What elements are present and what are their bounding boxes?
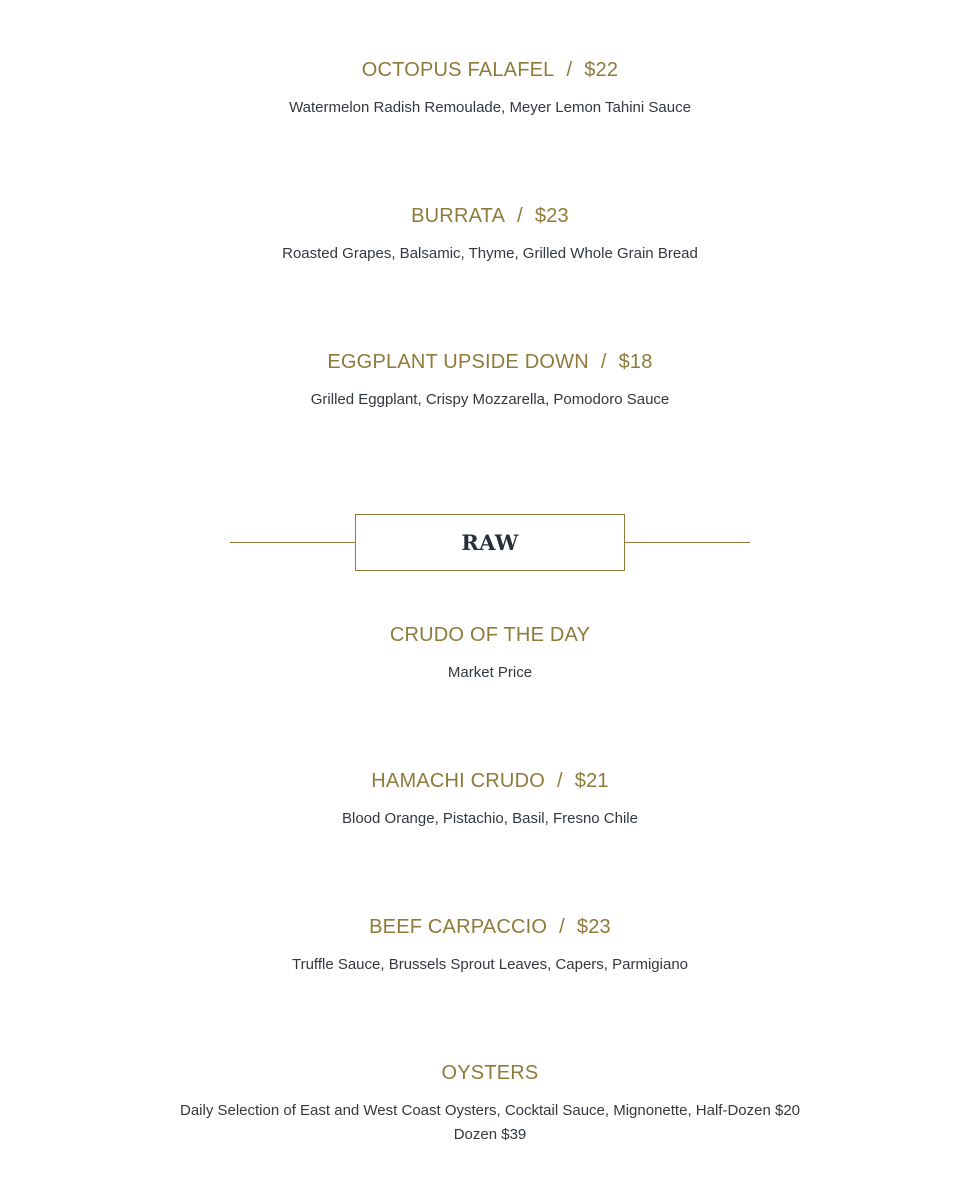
item-title xyxy=(0,915,965,939)
item-description: Roasted Grapes, Balsamic, Thyme, Grilled Whole Grain Bread xyxy=(282,245,698,262)
menu-item-beef-carpaccio xyxy=(0,915,965,977)
item-price: $23 xyxy=(576,916,611,938)
item-title xyxy=(0,350,965,374)
menu-item-eggplant-upside-down xyxy=(0,350,965,412)
item-title xyxy=(0,769,965,793)
menu-item-octopus-falafel xyxy=(0,58,965,120)
item-title xyxy=(0,623,965,647)
price-separator: / xyxy=(600,351,607,373)
item-title xyxy=(0,1061,965,1085)
item-description: Grilled Eggplant, Crispy Mozzarella, Pomodoro Sauce xyxy=(310,391,670,408)
item-name: BEEF CARPACCIO xyxy=(369,916,548,938)
section-header-raw xyxy=(230,514,750,571)
menu-item-crudo-of-the-day xyxy=(0,623,965,685)
item-title xyxy=(0,204,965,228)
item-name: EGGPLANT UPSIDE DOWN xyxy=(327,351,589,373)
item-name: OCTOPUS FALAFEL xyxy=(361,59,555,81)
menu-item-burrata xyxy=(0,204,965,266)
item-description xyxy=(0,1099,965,1147)
section-title: RAW xyxy=(461,530,519,555)
description-line: Daily Selection of East and West Coast Oysters, Cocktail Sauce, Mignonette, Half-Dozen $20 xyxy=(179,1102,801,1119)
price-separator: / xyxy=(556,770,563,792)
item-name: HAMACHI CRUDO xyxy=(371,770,545,792)
divider-left xyxy=(230,542,355,543)
item-description: Market Price xyxy=(447,664,533,681)
item-price: $21 xyxy=(574,770,609,792)
item-name: CRUDO OF THE DAY xyxy=(389,624,591,646)
price-separator: / xyxy=(559,916,565,938)
item-description: Blood Orange, Pistachio, Basil, Fresno Chile xyxy=(342,810,638,827)
menu-item-hamachi-crudo xyxy=(0,769,965,831)
item-description: Truffle Sauce, Brussels Sprout Leaves, Capers, Parmigiano xyxy=(291,956,689,973)
item-price: $23 xyxy=(534,205,569,227)
item-price: $18 xyxy=(618,351,653,373)
item-name: BURRATA xyxy=(411,205,506,227)
section-title-box xyxy=(355,514,625,571)
item-description: Watermelon Radish Remoulade, Meyer Lemon Tahini Sauce xyxy=(289,99,691,116)
item-title xyxy=(0,58,965,82)
item-price: $22 xyxy=(584,59,619,81)
price-separator: / xyxy=(517,205,523,227)
divider-right xyxy=(625,542,750,543)
description-line: Dozen $39 xyxy=(453,1126,527,1143)
price-separator: / xyxy=(566,59,573,81)
item-name: OYSTERS xyxy=(441,1062,539,1084)
menu-item-oysters xyxy=(0,1061,965,1147)
